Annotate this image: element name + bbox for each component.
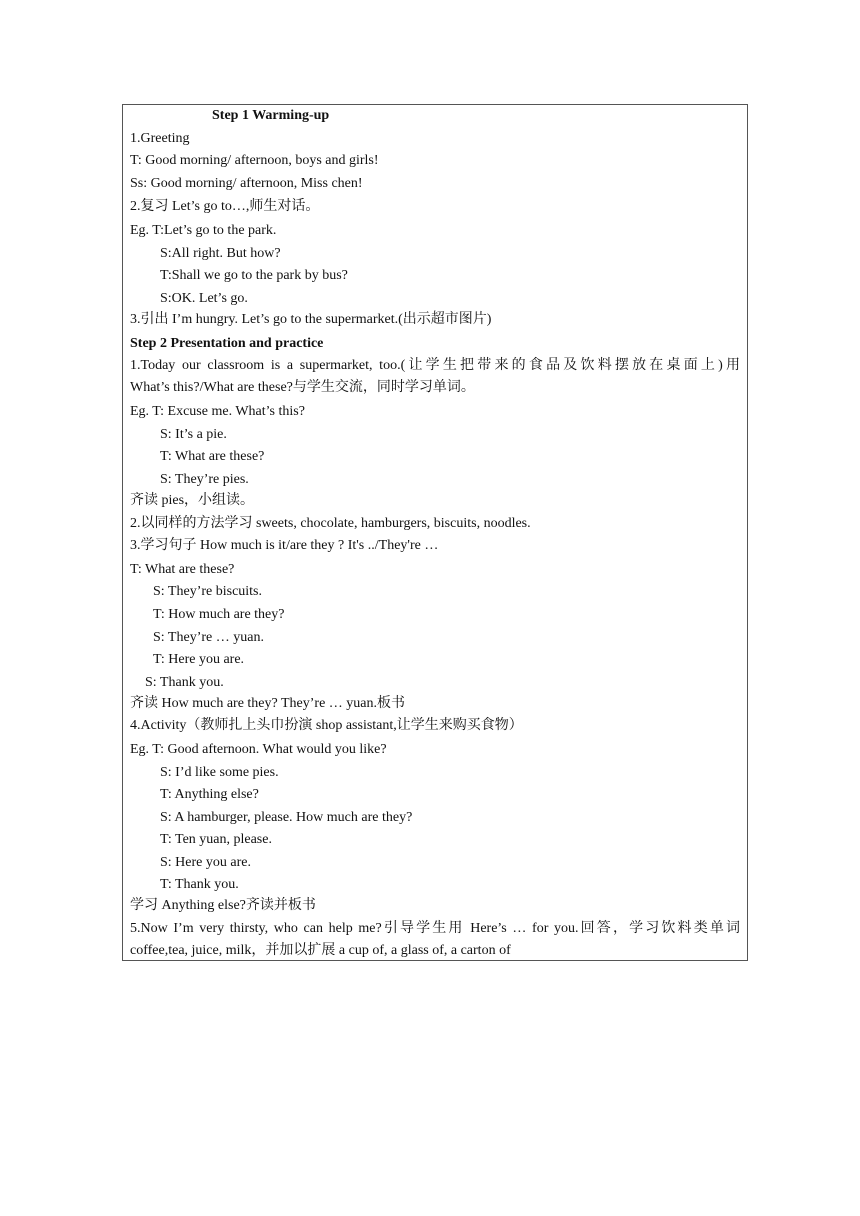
text-line: S:OK. Let’s go.: [160, 291, 248, 306]
text-line: T: Ten yuan, please.: [160, 832, 272, 847]
text-line: 学习 Anything else?齐读并板书: [130, 898, 316, 913]
text-line: T: Good morning/ afternoon, boys and girls!: [130, 153, 379, 168]
step1-heading: Step 1 Warming-up: [212, 108, 330, 123]
text-line: S: I’d like some pies.: [160, 765, 279, 780]
text-line: T: Thank you.: [160, 877, 239, 892]
text-line: S: They’re pies.: [160, 472, 249, 487]
text-line: T: How much are they?: [153, 607, 285, 622]
text-line: T: What are these?: [130, 562, 235, 577]
text-line: 齐读 How much are they? They’re … yuan.板书: [130, 696, 405, 711]
text-line: 5.Now I’m very thirsty, who can help me?引导学生用 Here’s … for you.回答，学习饮料类单词: [130, 921, 740, 936]
text-line: S: A hamburger, please. How much are they?: [160, 810, 413, 825]
text-line: S: Here you are.: [160, 855, 251, 870]
text-line: Eg. T: Excuse me. What’s this?: [130, 404, 305, 419]
text-line: S: Thank you.: [145, 675, 224, 690]
text-line: 齐读 pies，小组读。: [130, 493, 255, 508]
text-line: 3.学习句子 How much is it/are they ? It's ../They're …: [130, 538, 439, 553]
text-line: S:All right. But how?: [160, 246, 281, 261]
text-line: T: Here you are.: [153, 652, 245, 667]
text-line: S: They’re biscuits.: [153, 584, 263, 599]
text-line: Eg. T: Good afternoon. What would you like?: [130, 742, 387, 757]
text-line: 4.Activity（教师扎上头巾扮演 shop assistant,让学生来购买食物）: [130, 718, 523, 733]
text-line: T: What are these?: [160, 449, 265, 464]
text-line: 2.以同样的方法学习 sweets, chocolate, hamburgers, biscuits, noodles.: [130, 516, 531, 531]
text-line: 1.Today our classroom is a supermarket, too.(让学生把带来的食品及饮料摆放在桌面上)用: [130, 358, 740, 373]
text-line: Eg. T:Let’s go to the park.: [130, 223, 277, 238]
text-line: S: It’s a pie.: [160, 427, 227, 442]
text-line: 3.引出 I’m hungry. Let’s go to the supermarket.(出示超市图片): [130, 312, 492, 327]
step2-heading: Step 2 Presentation and practice: [130, 336, 324, 351]
text-line: Ss: Good morning/ afternoon, Miss chen!: [130, 176, 363, 191]
text-line: T: Anything else?: [160, 787, 259, 802]
text-line: coffee,tea, juice, milk，并加以扩展 a cup of, a glass of, a carton of: [130, 943, 511, 958]
text-line: What’s this?/What are these?与学生交流，同时学习单词。: [130, 380, 475, 395]
text-line: 2.复习 Let’s go to…,师生对话。: [130, 199, 320, 214]
text-line: S: They’re … yuan.: [153, 630, 264, 645]
text-line: 1.Greeting: [130, 131, 190, 146]
text-line: T:Shall we go to the park by bus?: [160, 268, 348, 283]
